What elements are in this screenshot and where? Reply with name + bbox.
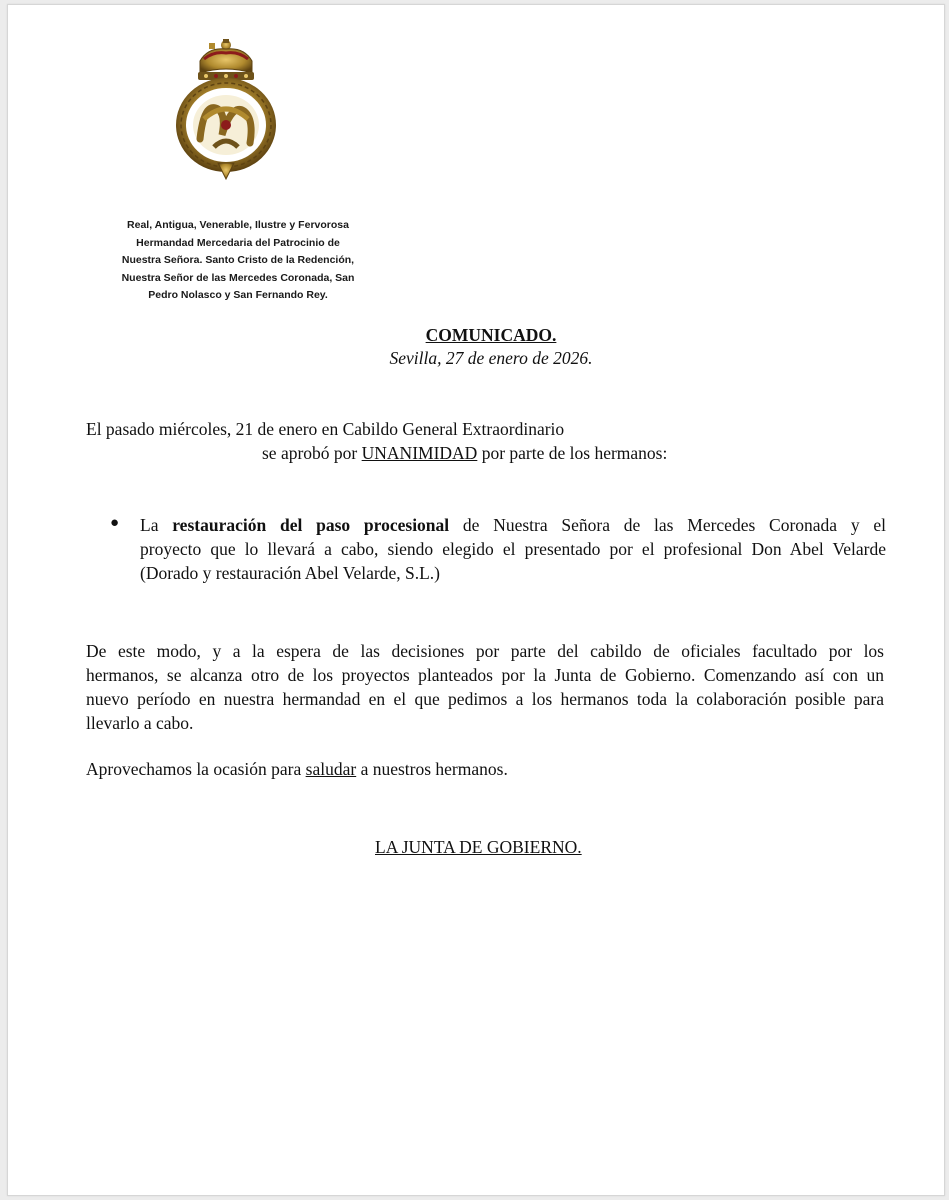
hermandad-line: Nuestra Señora. Santo Cristo de la Redención, bbox=[121, 254, 355, 266]
hermandad-name bbox=[88, 217, 388, 305]
bullet-line-3: (Dorado y restauración Abel Velarde, S.L.) bbox=[140, 563, 440, 583]
paragraph-line: nuevo período en nuestra hermandad en el que pedimos a los hermanos toda la colaboración posible para bbox=[86, 689, 884, 709]
bullet-prefix: La bbox=[140, 515, 173, 535]
intro-text-before: se aprobó por bbox=[262, 443, 362, 463]
document-date: Sevilla, 27 de enero de 2026. bbox=[389, 348, 593, 368]
body-paragraph bbox=[86, 639, 884, 735]
intro-text-after: por parte de los hermanos: bbox=[477, 443, 668, 463]
hermandad-line: Nuestra Señor de las Mercedes Coronada, San bbox=[121, 271, 355, 284]
intro-line-1: El pasado miércoles, 21 de enero en Cabildo General Extraordinario bbox=[86, 419, 565, 439]
crest-icon bbox=[174, 39, 278, 181]
bullet-line-2: proyecto que lo llevará a cabo, siendo elegido el presentado por el profesional Don Abel Velarde bbox=[140, 539, 886, 559]
document-title: COMUNICADO. bbox=[425, 325, 557, 345]
hermandad-line: Pedro Nolasco y San Fernando Rey. bbox=[148, 289, 328, 301]
bullet-dot-icon: ● bbox=[110, 515, 120, 531]
hermandad-line: Hermandad Mercedaria del Patrocinio de bbox=[136, 236, 340, 249]
bullet-line-1 bbox=[140, 513, 886, 537]
bullet-text bbox=[140, 513, 886, 585]
intro-line-2 bbox=[262, 443, 667, 464]
paragraph-line: llevarlo a cabo. bbox=[86, 713, 194, 733]
signature: LA JUNTA DE GOBIERNO. bbox=[375, 837, 582, 857]
paragraph-line: hermanos, se alcanza otro de los proyectos planteados por la Junta de Gobierno. Comenzando así con un bbox=[86, 665, 884, 685]
saludar-text: saludar bbox=[305, 759, 357, 779]
bullet-line-1-rest: de Nuestra Señora de las Mercedes Coronada y el bbox=[449, 515, 886, 535]
document-page bbox=[7, 4, 945, 1196]
paragraph-line: De este modo, y a la espera de las decisiones por parte del cabildo de oficiales facultado por los bbox=[86, 641, 884, 661]
hermandad-line: Real, Antigua, Venerable, Ilustre y Fervorosa bbox=[127, 219, 349, 231]
greeting-line bbox=[86, 759, 508, 780]
greeting-after: a nuestros hermanos. bbox=[356, 759, 508, 779]
unanimidad-text: UNANIMIDAD bbox=[361, 443, 478, 463]
greeting-before: Aprovechamos la ocasión para bbox=[86, 759, 306, 779]
bullet-bold-text: restauración del paso procesional bbox=[172, 515, 450, 535]
